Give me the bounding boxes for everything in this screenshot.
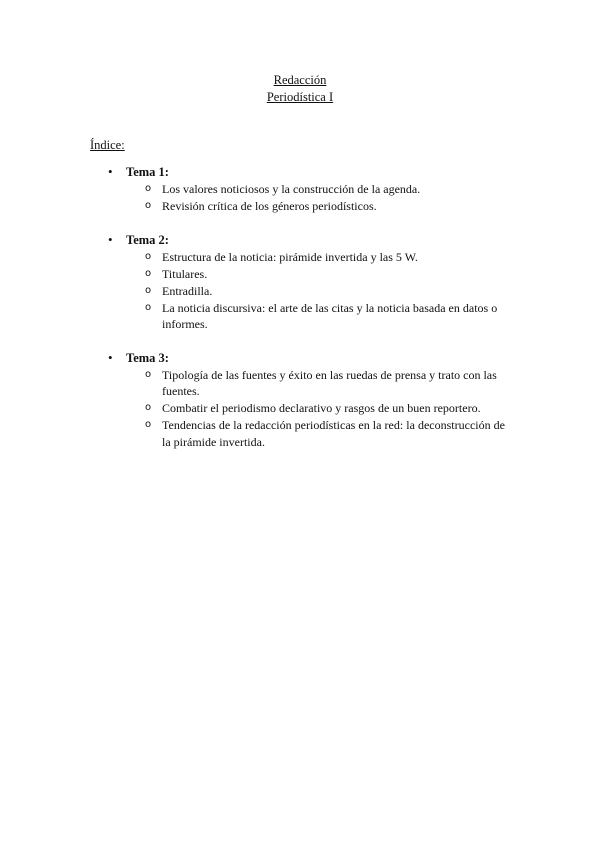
subitem-list: [0, 249, 600, 333]
subitem-list: [0, 367, 600, 451]
list-item: [0, 283, 600, 300]
topic-3: [0, 349, 600, 451]
circle-bullet-icon: o: [145, 402, 152, 413]
topic-list: [0, 163, 600, 466]
circle-bullet-icon: o: [145, 419, 152, 430]
bullet-icon: •: [108, 231, 113, 247]
topic-title: Tema 1:: [126, 165, 169, 179]
list-item: [0, 181, 600, 198]
circle-bullet-icon: o: [145, 200, 152, 211]
circle-bullet-icon: o: [145, 250, 152, 262]
index-heading: Índice:: [90, 138, 125, 152]
list-item-text: Revisión crítica de los géneros periodísticos.: [162, 199, 377, 213]
circle-bullet-icon: o: [145, 368, 152, 380]
list-item: [0, 249, 600, 266]
title-line-2: Periodística I: [266, 90, 334, 104]
topic-heading: [0, 163, 600, 181]
list-item-text: Combatir el periodismo declarativo y rasgos de un buen reportero.: [162, 401, 481, 415]
topic-2: [0, 231, 600, 333]
list-item: [0, 198, 600, 215]
topic-title: Tema 3:: [126, 350, 169, 365]
topic-heading: [0, 349, 600, 367]
bullet-icon: •: [108, 164, 113, 179]
list-item: [0, 266, 600, 283]
document-title: [0, 72, 600, 106]
list-item-text: Tipología de las fuentes y éxito en las ruedas de prensa y trato con las fuentes.: [162, 367, 497, 398]
subitem-list: [0, 181, 600, 215]
list-item-text: Estructura de la noticia: pirámide invertida y las 5 W.: [162, 249, 418, 264]
circle-bullet-icon: o: [145, 267, 152, 279]
list-item-text: Los valores noticiosos y la construcción de la agenda.: [162, 182, 421, 196]
list-item-text: La noticia discursiva: el arte de las citas y la noticia basada en datos o informes.: [162, 300, 498, 331]
list-item: [0, 400, 600, 417]
topic-heading: [0, 231, 600, 249]
circle-bullet-icon: o: [145, 183, 152, 194]
circle-bullet-icon: o: [145, 284, 152, 296]
list-item: [0, 300, 600, 333]
circle-bullet-icon: o: [145, 301, 152, 313]
topic-title: Tema 2:: [126, 232, 169, 247]
list-item-text: Titulares.: [162, 266, 208, 281]
topic-1: [0, 163, 600, 215]
list-item-text: Tendencias de la redacción periodísticas en la red: la deconstrucción de la pirámide invertida.: [162, 418, 505, 449]
title-line-1: Redacción: [273, 73, 327, 87]
list-item: [0, 367, 600, 400]
bullet-icon: •: [108, 349, 113, 365]
list-item: [0, 417, 600, 450]
list-item-text: Entradilla.: [162, 283, 213, 298]
